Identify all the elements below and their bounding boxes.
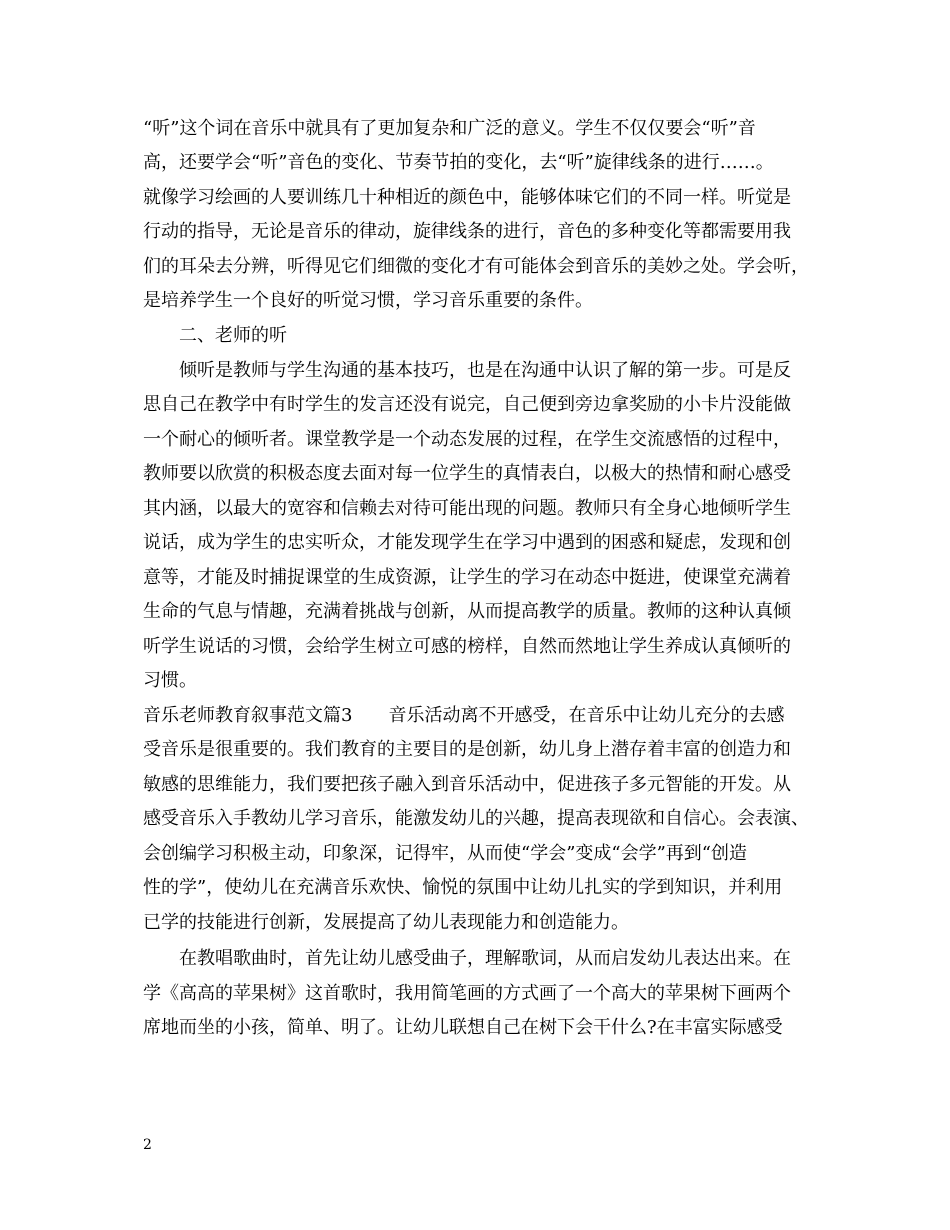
text-line: 习惯。	[143, 670, 197, 691]
text-line: 是培养学生一个良好的听觉习惯，学习音乐重要的条件。	[143, 290, 593, 311]
text-line: 们的耳朵去分辨，听得见它们细微的变化才有可能体会到音乐的美妙之处。学会听，	[143, 256, 809, 277]
article-title-line: 音乐老师教育叙事范文篇3 音乐活动离不开感受，在音乐中让幼儿充分的去感	[143, 705, 785, 726]
text-line: 思自己在教学中有时学生的发言还没有说完，自己便到旁边拿奖励的小卡片没能做	[143, 394, 791, 415]
text-line: 其内涵，以最大的宽容和信赖去对待可能出现的问题。教师只有全身心地倾听学生	[143, 498, 791, 519]
section-heading: 二、老师的听	[143, 325, 287, 346]
text-line: 会创编学习积极主动，印象深，记得牢，从而使“学会”变成“会学”再到“创造	[143, 843, 748, 864]
text-line: 就像学习绘画的人要训练几十种相近的颜色中，能够体味它们的不同一样。听觉是	[143, 187, 791, 208]
text-line: 行动的指导，无论是音乐的律动，旋律线条的进行，音色的多种变化等都需要用我	[143, 221, 791, 242]
text-line: 倾听是教师与学生沟通的基本技巧，也是在沟通中认识了解的第一步。可是反	[143, 360, 791, 381]
page-number: 2	[143, 1137, 152, 1153]
text-line: “听”这个词在音乐中就具有了更加复杂和广泛的意义。学生不仅仅要会“听”音	[143, 118, 756, 139]
text-line: 听学生说话的习惯，会给学生树立可感的榜样，自然而然地让学生养成认真倾听的	[143, 636, 791, 657]
text-line: 已学的技能进行创新，发展提高了幼儿表现能力和创造能力。	[143, 912, 629, 933]
text-line: 敏感的思维能力，我们要把孩子融入到音乐活动中，促进孩子多元智能的开发。从	[143, 774, 791, 795]
text-line: 在教唱歌曲时，首先让幼儿感受曲子，理解歌词，从而启发幼儿表达出来。在	[143, 948, 791, 969]
text-line: 性的学”，使幼儿在充满音乐欢快、愉悦的氛围中让幼儿扎实的学到知识，并利用	[143, 877, 783, 898]
text-line: 一个耐心的倾听者。课堂教学是一个动态发展的过程，在学生交流感悟的过程中，	[143, 429, 791, 450]
text-line: 席地而坐的小孩，简单、明了。让幼儿联想自己在树下会干什么?在丰富实际感受	[143, 1017, 783, 1038]
text-line: 学《高高的苹果树》这首歌时，我用简笔画的方式画了一个高大的苹果树下画两个	[143, 983, 791, 1004]
text-line: 教师要以欣赏的积极态度去面对每一位学生的真情表白，以极大的热情和耐心感受	[143, 463, 791, 484]
text-line: 说话，成为学生的忠实听众，才能发现学生在学习中遇到的困惑和疑虑，发现和创	[143, 532, 791, 553]
text-line: 受音乐是很重要的。我们教育的主要目的是创新，幼儿身上潜存着丰富的创造力和	[143, 739, 791, 760]
text-line: 生命的气息与情趣，充满着挑战与创新，从而提高教学的质量。教师的这种认真倾	[143, 601, 791, 622]
text-line: 高，还要学会“听”音色的变化、节奏节拍的变化，去“听”旋律线条的进行……。	[143, 152, 774, 173]
text-line: 意等，才能及时捕捉课堂的生成资源，让学生的学习在动态中挺进，使课堂充满着	[143, 567, 791, 588]
text-line: 感受音乐入手教幼儿学习音乐，能激发幼儿的兴趣，提高表现欲和自信心。会表演、	[143, 808, 809, 829]
